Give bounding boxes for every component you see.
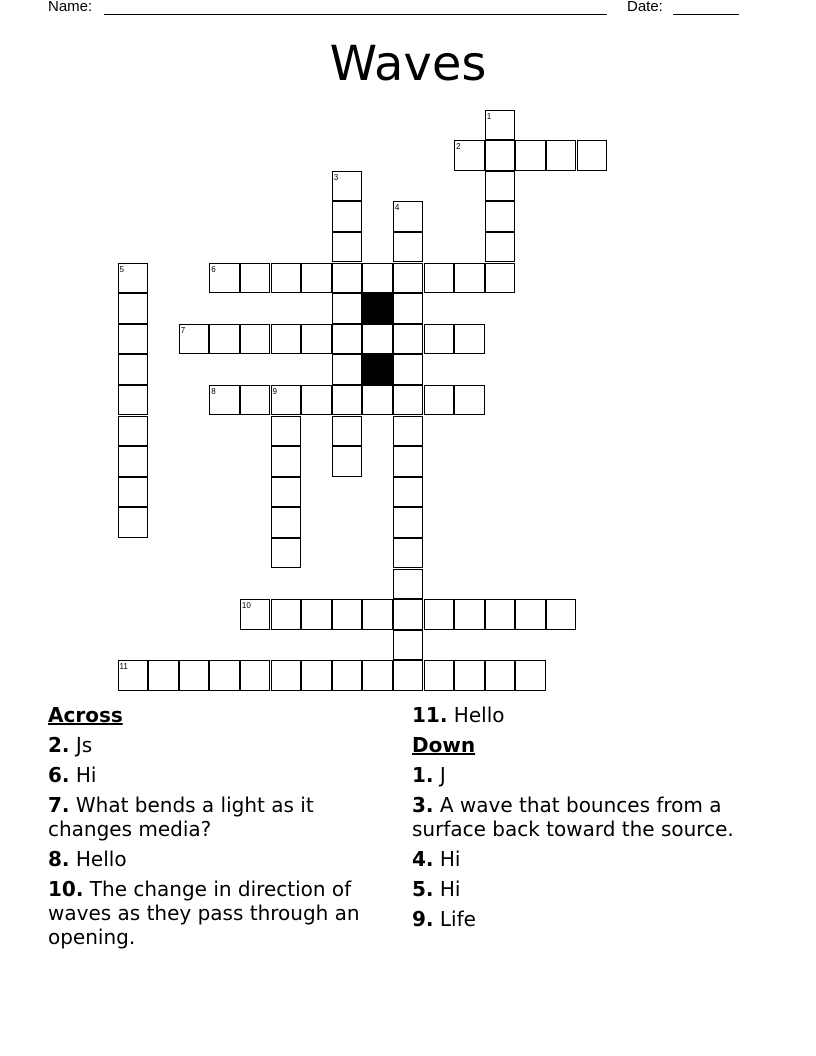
answer-cell[interactable] [424,263,455,294]
answer-cell[interactable] [118,263,149,294]
answer-cell[interactable] [118,507,149,538]
answer-cell[interactable] [393,630,424,661]
answer-cell[interactable] [424,660,455,691]
clue-number: 2 [456,142,461,152]
answer-cell[interactable] [179,324,210,355]
answer-cell[interactable] [240,385,271,416]
answer-cell[interactable] [301,263,332,294]
answer-cell[interactable] [485,171,516,202]
answer-cell[interactable] [332,324,363,355]
answer-cell[interactable] [393,446,424,477]
clues-right-column [412,703,752,937]
answer-cell[interactable] [393,263,424,294]
answer-cell[interactable] [485,232,516,263]
puzzle-title: Waves [329,36,487,92]
across-clue: 6. Hi [48,763,97,787]
down-heading: Down [412,733,476,757]
answer-cell[interactable] [454,660,485,691]
clue-number: 9 [272,386,277,396]
answer-cell[interactable] [424,324,455,355]
answer-cell[interactable] [271,416,302,447]
answer-cell[interactable] [240,599,271,630]
answer-cell[interactable] [240,660,271,691]
across-clue: 2. Js [48,733,93,757]
answer-cell[interactable] [424,599,455,630]
answer-cell[interactable] [362,599,393,630]
answer-cell[interactable] [271,507,302,538]
answer-cell[interactable] [301,324,332,355]
answer-cell[interactable] [271,324,302,355]
answer-cell[interactable] [240,324,271,355]
down-clue: 5. Hi [412,877,461,901]
answer-cell[interactable] [118,660,149,691]
answer-cell[interactable] [148,660,179,691]
answer-cell[interactable] [179,660,210,691]
answer-cell[interactable] [332,385,363,416]
answer-cell[interactable] [240,263,271,294]
answer-cell[interactable] [271,599,302,630]
answer-cell[interactable] [209,263,240,294]
answer-cell[interactable] [515,660,546,691]
answer-cell[interactable] [393,354,424,385]
answer-cell[interactable] [332,354,363,385]
clue-number: 8 [211,386,216,396]
answer-cell[interactable] [454,263,485,294]
answer-cell[interactable] [271,385,302,416]
answer-cell[interactable] [515,140,546,171]
answer-cell[interactable] [332,660,363,691]
answer-cell[interactable] [332,232,363,263]
answer-cell[interactable] [332,201,363,232]
across-clue: 11. Hello [412,703,505,727]
down-clue: 4. Hi [412,847,461,871]
black-square [362,354,393,385]
answer-cell[interactable] [393,538,424,569]
clue-number: 11 [119,662,128,672]
answer-cell[interactable] [118,416,149,447]
answer-cell[interactable] [271,477,302,508]
down-clue: 9. Life [412,907,476,931]
clues-left-column [48,703,388,955]
answer-cell[interactable] [332,263,363,294]
date-label: Date: [627,0,663,15]
answer-cell[interactable] [301,385,332,416]
answer-cell[interactable] [454,599,485,630]
across-clue: 8. Hello [48,847,127,871]
answer-cell[interactable] [393,599,424,630]
across-heading: Across [48,703,123,727]
answer-cell[interactable] [424,385,455,416]
answer-cell[interactable] [362,660,393,691]
answer-cell[interactable] [546,140,577,171]
answer-cell[interactable] [209,324,240,355]
clue-number: 6 [211,264,216,274]
clue-number: 1 [486,111,492,121]
answer-cell[interactable] [393,232,424,263]
answer-cell[interactable] [271,538,302,569]
answer-cell[interactable] [301,599,332,630]
answer-cell[interactable] [332,599,363,630]
answer-cell[interactable] [332,416,363,447]
name-label: Name: [48,0,93,15]
answer-cell[interactable] [271,263,302,294]
answer-cell[interactable] [271,446,302,477]
answer-cell[interactable] [546,599,577,630]
answer-cell[interactable] [485,201,516,232]
answer-cell[interactable] [393,416,424,447]
answer-cell[interactable] [118,446,149,477]
answer-cell[interactable] [393,324,424,355]
clue-number: 7 [180,325,186,335]
answer-cell[interactable] [118,324,149,355]
answer-cell[interactable] [454,140,485,171]
answer-cell[interactable] [393,477,424,508]
clue-number: 3 [333,172,339,182]
answer-cell[interactable] [332,446,363,477]
black-square [362,293,393,324]
across-clue: 10. The change in direction of waves as they pass through an opening. [48,877,360,949]
clue-number: 10 [241,601,251,611]
answer-cell[interactable] [301,660,332,691]
answer-cell[interactable] [393,385,424,416]
answer-cell[interactable] [485,599,516,630]
answer-cell[interactable] [393,507,424,538]
answer-cell[interactable] [209,385,240,416]
answer-cell[interactable] [454,324,485,355]
answer-cell[interactable] [118,477,149,508]
answer-cell[interactable] [362,263,393,294]
answer-cell[interactable] [454,385,485,416]
answer-cell[interactable] [577,140,608,171]
answer-cell[interactable] [118,354,149,385]
answer-cell[interactable] [332,293,363,324]
answer-cell[interactable] [393,201,424,232]
answer-cell[interactable] [393,293,424,324]
answer-cell[interactable] [485,263,516,294]
answer-cell[interactable] [515,599,546,630]
answer-cell[interactable] [332,171,363,202]
answer-cell[interactable] [118,385,149,416]
answer-cell[interactable] [485,660,516,691]
answer-cell[interactable] [362,324,393,355]
answer-cell[interactable] [362,385,393,416]
answer-cell[interactable] [393,569,424,600]
answer-cell[interactable] [271,660,302,691]
across-clue: 7. What bends a light as it changes media? [48,793,314,841]
clue-number: 5 [119,264,124,274]
down-clue: 3. A wave that bounces from a surface back toward the source. [412,793,734,841]
down-clue: 1. J [412,763,446,787]
answer-cell[interactable] [485,140,516,171]
answer-cell[interactable] [393,660,424,691]
clue-number: 4 [394,203,400,213]
answer-cell[interactable] [485,110,516,141]
answer-cell[interactable] [209,660,240,691]
answer-cell[interactable] [118,293,149,324]
